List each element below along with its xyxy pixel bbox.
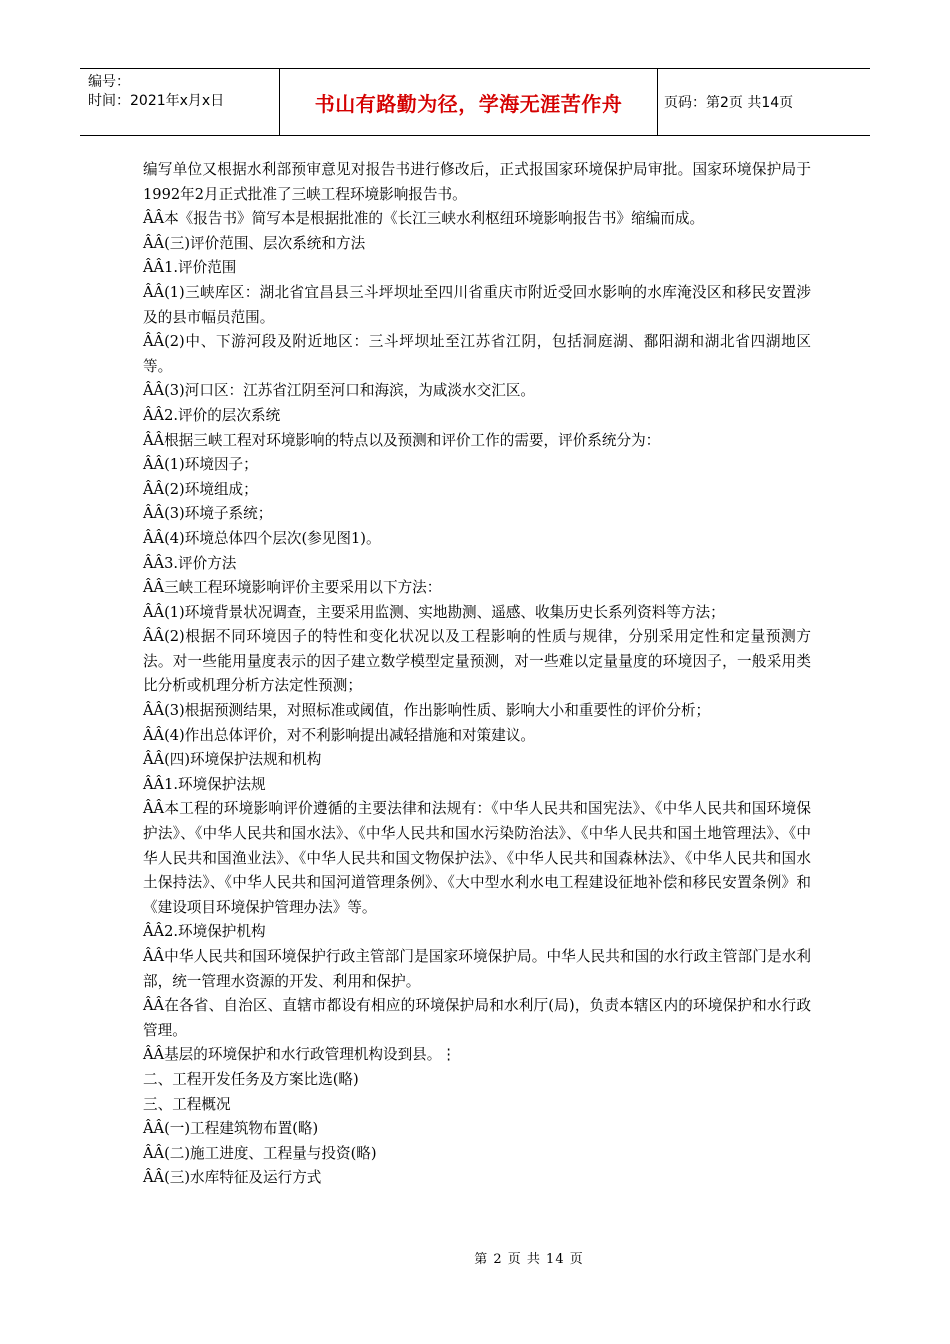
page-footer xyxy=(0,1248,950,1267)
body-paragraph: ÂÂ基层的环境保护和水行政管理机构设到县。⋮ xyxy=(143,1046,456,1064)
header-page-info: 页码：第2页 共14页 xyxy=(664,95,794,111)
body-paragraph: ÂÂ(1)环境因子； xyxy=(143,456,258,474)
page-header xyxy=(80,68,870,136)
body-paragraph: ÂÂ2.环境保护机构 xyxy=(143,923,266,941)
body-paragraph: 二、工程开发任务及方案比选(略) xyxy=(143,1070,359,1088)
document-number-label: 编号： xyxy=(88,74,130,90)
body-paragraph: ÂÂ(3)河口区：江苏省江阴至河口和海滨，为咸淡水交汇区。 xyxy=(143,382,536,400)
body-paragraph: ÂÂ(2)根据不同环境因子的特性和变化状况以及工程影响的性质与规律，分别采用定性和定量预测方法。对一些能用量度表示的因子建立数学模型定量预测，对一些难以定量量度的环境因子，一般采用类比分析或机理分析方法定性预测； xyxy=(143,628,811,695)
body-paragraph: ÂÂ(2)中、下游河段及附近地区：三斗坪坝址至江苏省江阴，包括洞庭湖、鄱阳湖和湖北省四湖地区等。 xyxy=(143,333,811,375)
body-paragraph: 编写单位又根据水利部预审意见对报告书进行修改后，正式报国家环境保护局审批。国家环境保护局于1992年2月正式批准了三峡工程环境影响报告书。 xyxy=(143,161,811,203)
body-paragraph: ÂÂ(三)水库特征及运行方式 xyxy=(143,1169,322,1187)
body-paragraph: ÂÂ(3)环境子系统； xyxy=(143,505,273,523)
body-paragraph: ÂÂ2.评价的层次系统 xyxy=(143,406,281,424)
document-date: 时间：2021年x月x日 xyxy=(88,93,225,109)
body-paragraph: 三、工程概况 xyxy=(143,1095,231,1113)
body-paragraph: ÂÂ1.环境保护法规 xyxy=(143,775,266,793)
body-paragraph: ÂÂ本《报告书》简写本是根据批准的《长江三峡水利枢纽环境影响报告书》缩编而成。 xyxy=(143,210,705,228)
document-body xyxy=(143,158,811,1191)
body-paragraph: ÂÂ(三)评价范围、层次系统和方法 xyxy=(143,234,366,252)
body-paragraph: ÂÂ(4)作出总体评价，对不利影响提出减轻措施和对策建议。 xyxy=(143,726,536,744)
body-paragraph: ÂÂ(二)施工进度、工程量与投资(略) xyxy=(143,1144,377,1162)
body-paragraph: ÂÂ本工程的环境影响评价遵循的主要法律和法规有：《中华人民共和国宪法》、《中华人民共和国环境保护法》、《中华人民共和国水法》、《中华人民共和国水污染防治法》、《中华人民共和国土地管理法》、《中华人民共和国渔业法》、《中华人民共和国文物保护法》、《中华人民共和国森林法》、《中华人民共和国水土保持法》、《中华人民共和国河道管理条例》、《大中型水利水电工程建设征地补偿和移民安置条例》和《建设项目环境保护管理办法》等。 xyxy=(143,800,811,916)
body-paragraph: ÂÂ1.评价范围 xyxy=(143,259,237,277)
body-paragraph: ÂÂ(4)环境总体四个层次(参见图1)。 xyxy=(143,529,381,547)
header-motto: 书山有路勤为径，学海无涯苦作舟 xyxy=(280,69,658,135)
header-meta xyxy=(80,69,280,135)
body-paragraph: ÂÂ(1)环境背景状况调查，主要采用监测、实地勘测、遥感、收集历史长系列资料等方法； xyxy=(143,603,725,621)
body-paragraph: ÂÂ中华人民共和国环境保护行政主管部门是国家环境保护局。中华人民共和国的水行政主管部门是水利部，统一管理水资源的开发、利用和保护。 xyxy=(143,948,811,990)
body-paragraph: ÂÂ在各省、自治区、直辖市都设有相应的环境保护局和水利厅(局)，负责本辖区内的环境保护和水行政管理。 xyxy=(143,997,811,1039)
body-paragraph: ÂÂ(1)三峡库区：湖北省宜昌县三斗坪坝址至四川省重庆市附近受回水影响的水库淹没区和移民安置涉及的县市幅员范围。 xyxy=(143,283,811,326)
body-paragraph: ÂÂ(3)根据预测结果，对照标准或阈值，作出影响性质、影响大小和重要性的评价分析； xyxy=(143,702,711,720)
body-paragraph: ÂÂ(四)环境保护法规和机构 xyxy=(143,751,322,769)
body-paragraph: ÂÂ根据三峡工程对环境影响的特点以及预测和评价工作的需要，评价系统分为： xyxy=(143,431,661,449)
body-paragraph: ÂÂ(一)工程建筑物布置(略) xyxy=(143,1120,319,1138)
body-paragraph: ÂÂ三峡工程环境影响评价主要采用以下方法： xyxy=(143,579,442,597)
body-paragraph: ÂÂ3.评价方法 xyxy=(143,554,237,572)
footer-page-number: 第 2 页 共 14 页 xyxy=(474,1252,584,1267)
body-paragraph: ÂÂ(2)环境组成； xyxy=(143,480,258,498)
